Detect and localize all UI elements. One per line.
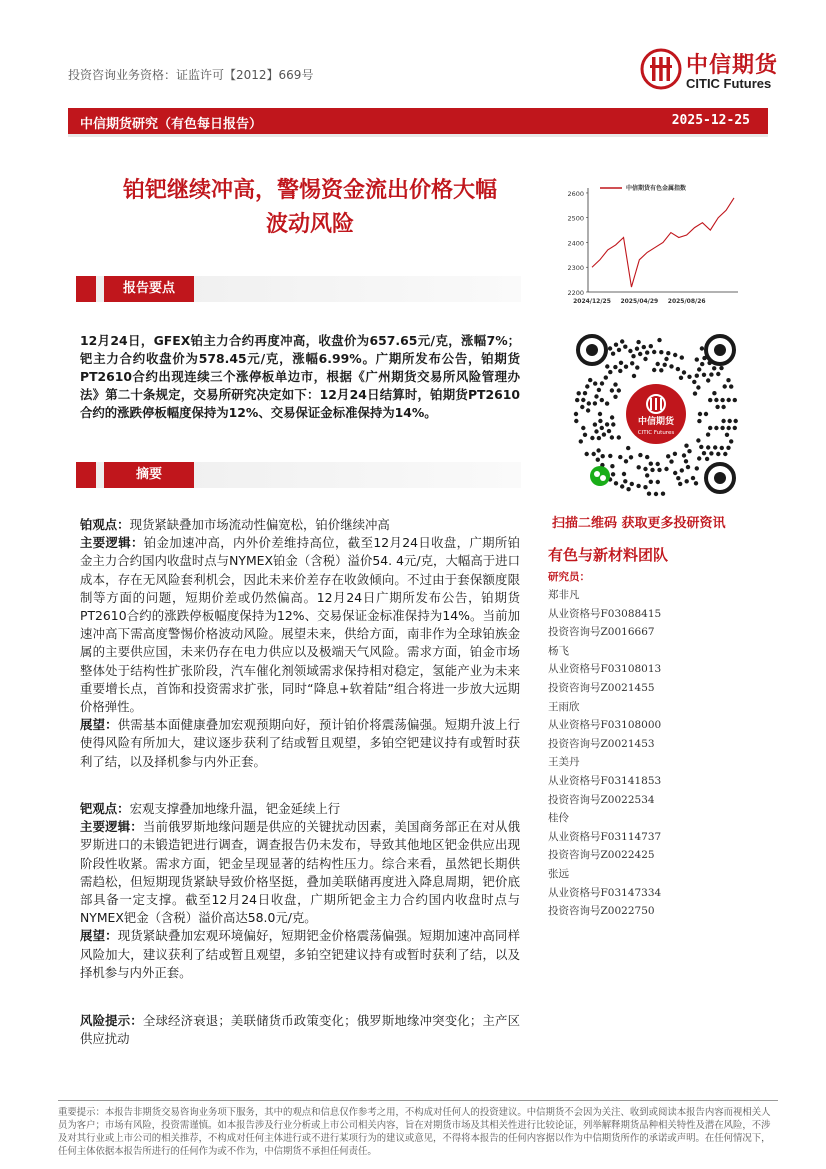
researcher-list [548,586,748,921]
report-title-line-2: 波动风险 [265,212,354,237]
chart-y-tick-label: 2600 [567,189,584,198]
platinum-view-text: 现货紧缺叠加市场流动性偏宽松，铂价继续冲高 [129,517,390,532]
report-header-bar [68,108,768,134]
palladium-view [80,800,520,818]
chart-y-tick-label: 2400 [567,239,584,248]
researcher-license: 从业资格号F03141853 [548,774,662,787]
risk-section [80,1012,520,1048]
platinum-outlook-label: 展望： [80,717,118,733]
researcher-license: 从业资格号F03147334 [548,886,662,899]
researcher-consult: 投资咨询号Z0022534 [548,793,655,806]
chart-y-tick-label: 2300 [567,264,584,273]
abstract-heading [76,462,521,488]
palladium-logic-text: 当前俄罗斯地缘问题是供应的关键扰动因素，美国商务部正在对从俄罗斯进口的未锻造钯进行调查，调查报告仍未发布，导致其他地区钯金供应出现阶段性收紧。需求方面，钯金呈现显著的结构性压力。综合来看，虽然钯长期供需趋松，但短期现货紧缺导致价格坚挺，叠加美联储再度进入降息周期，钯价底部具备一定支撑。截至12月24日收盘，广期所钯金主力合约国内收盘时点与NYMEX钯金（含税）溢价高达58.0元/克。 [80,819,521,926]
platinum-section [80,516,520,771]
platinum-outlook [80,716,520,771]
researcher-consult: 投资咨询号Z0022425 [548,849,655,862]
platinum-outlook-text: 供需基本面健康叠加宏观预期向好，预计铂价将震荡偏强。短期升波上行使得风险有所加大，建议逐步获利了结或暂且观望，多铂空钯建议持有或暂时获利了结，以及择机参与内外正套。 [80,717,521,769]
platinum-logic [80,534,520,716]
qr-logo-en: CITIC Futures [637,430,675,436]
researcher-consult: 投资咨询号Z0016667 [548,626,655,639]
researcher-name: 王美丹 [548,756,580,769]
researcher-name: 杨飞 [548,644,569,657]
palladium-view-label: 钯观点： [80,801,130,816]
key-points-text: 12月24日，GFEX铂主力合约再度冲高，收盘价为657.65元/克，涨幅7%；钯主力合约收盘价为578.45元/克，涨幅6.99%。广期所发布公告，铂期货PT2610合约出现连续三个涨停板单边市，根据《广州期货交易所风险管理办法》第二十条规定，交易所研究决定如下：12月24日结算时，铂期货PT2610合约的涨跌停板幅度保持为12%、交易保证金标准保持为14%。 [80,333,520,420]
chart-x-tick-label: 2024/12/25 [573,298,611,305]
researcher-license: 从业资格号F03114737 [548,830,662,843]
researcher-license: 从业资格号F03108013 [548,663,662,676]
chart-x-tick-label: 2025/04/29 [620,298,659,305]
citic-logo-icon [640,48,682,90]
palladium-logic-label: 主要逻辑： [80,819,143,835]
platinum-logic-label: 主要逻辑： [80,535,144,551]
disclaimer-text: 重要提示：本报告非期货交易咨询业务项下服务，其中的观点和信息仅作参考之用，不构成对任何人的投资建议。中信期货不会因为关注、收到或阅读本报告内容而视相关人员为客户；市场有风险，投资需谨慎。如本报告涉及行业分析或上市公司相关内容，旨在对期货市场及其相关性进行比较论证，列举解释期货品种相关特性及潜在风险，不涉及对其行业或上市公司的相关推荐，不构成对任何主体进行或不进行某项行为的建议或意见，不得将本报告的任何内容据以作为中信期货所作的承诺或声明。在任何情况下，任何主体依据本报告所进行的任何作为或不作为，中信期货不承担任何责任。 [58,1107,771,1157]
palladium-outlook-text: 现货紧缺叠加宏观环境偏好，短期钯金价格震荡偏强。短期加速冲高同样风险加大，建议获利了结或暂且观望，多铂空钯建议持有或暂时获利了结，以及择机参与内外正套。 [80,928,521,980]
report-title-line-1: 铂钯继续冲高，警惕资金流出价格大幅 [122,178,497,203]
report-title [90,174,530,242]
palladium-outlook [80,927,520,982]
researcher-consult: 投资咨询号Z0021455 [548,681,655,694]
disclaimer-divider [58,1100,778,1101]
researcher-license: 从业资格号F03108000 [548,719,662,732]
risk-label: 风险提示： [80,1013,143,1028]
researcher-license: 从业资格号F03088415 [548,607,662,620]
researcher-name: 张远 [548,867,569,880]
researchers-label: 研究员： [548,571,590,583]
researcher-name: 王雨欣 [548,700,580,713]
chart-y-tick-label: 2500 [567,214,584,223]
chart-y-tick-label: 2200 [567,289,584,297]
researcher-name: 桂伶 [548,812,569,825]
qr-logo-cn: 中信期货 [637,417,675,427]
researcher-consult: 投资咨询号Z0022750 [548,905,655,918]
report-date: 2025-12-25 [671,113,750,128]
index-chart [560,180,750,310]
qr-code-image [570,328,742,500]
palladium-section [80,800,520,982]
qr-caption: 扫描二维码 获取更多投研资讯 [552,516,726,531]
palladium-view-text: 宏观支撑叠加地缘升温，钯金延续上行 [129,801,341,816]
logo-name-en: CITIC Futures [686,76,772,91]
key-points-label: 报告要点 [104,276,194,302]
company-logo [640,44,810,100]
qualification-text: 投资咨询业务资格：证监许可【2012】669号 [68,68,314,82]
risk-text: 全球经济衰退；美联储货币政策变化；俄罗斯地缘冲突变化；主产区供应扰动 [80,1013,521,1047]
key-points-heading [76,276,521,302]
researcher-name: 郑非凡 [548,589,580,601]
qr-code[interactable] [570,328,742,500]
platinum-logic-text: 铂金加速冲高，内外价差维持高位，截至12月24日收盘，广期所铂金主力合约国内收盘时点与NYMEX铂金（含税）溢价54. 4元/克，大幅高于进口成本，存在无风险套利机会，因此未来价差存在收敛倾向。不过由于套保额度限制等方面的问题，短期价差或仍然偏高。12月24日广期所发布公告，铂期货PT2610合约的涨跌停板幅度保持为12%、交易保证金标准保持为14%。当前加速冲高下需高度警惕价格波动风险。展望未来，供给方面，南非作为全球铂族金属的主要供应国，未来仍存在电力供应以及极端天气风险。需求方面，铂金市场整体处于结构性扩张阶段，汽车催化剂领域需求保持相对稳定，氢能产业为未来重要增长点，首饰和投资需求扩张，同时“降息+软着陆”组合将进一步放大远期价格弹性。 [80,535,520,715]
logo-name-cn: 中信期货 [686,53,779,78]
team-name: 有色与新材料团队 [548,546,669,564]
chart-series-line [592,198,734,287]
chart-x-tick-label: 2025/08/26 [667,298,706,305]
palladium-outlook-label: 展望： [80,928,118,944]
platinum-view-label: 铂观点： [80,517,130,532]
report-series: 中信期货研究（有色每日报告） [80,117,263,132]
palladium-logic [80,818,520,927]
researcher-consult: 投资咨询号Z0021453 [548,737,655,750]
chart-legend-label: 中信期货有色金属指数 [626,185,687,192]
abstract-label: 摘要 [104,462,194,488]
header-bar-shadow [68,134,768,137]
index-chart-svg [560,180,750,310]
platinum-view [80,516,520,534]
